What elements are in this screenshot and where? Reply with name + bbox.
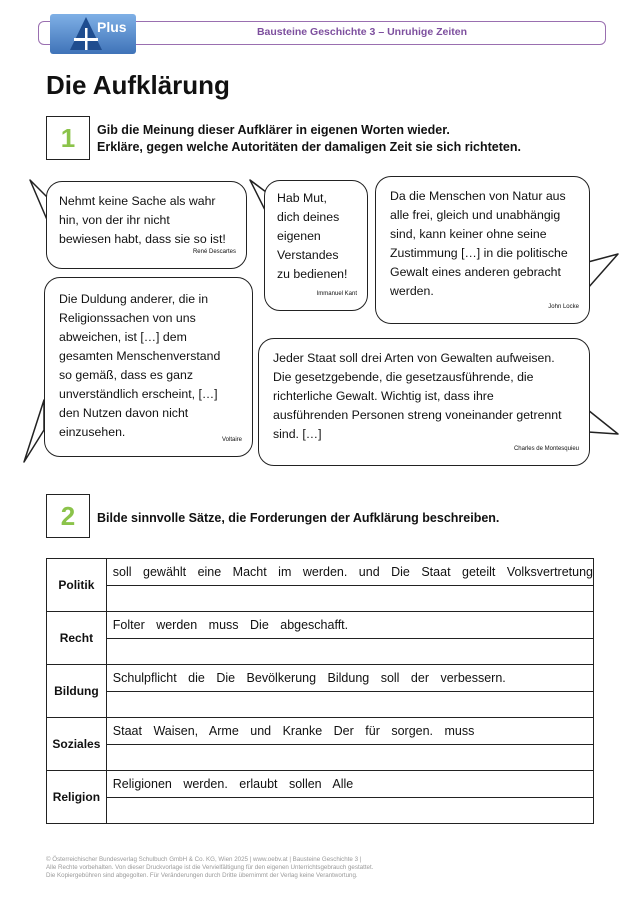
quote-author: John Locke [548,304,579,310]
quote-bubble-locke [375,176,590,324]
quote-bubble-descartes [46,181,247,269]
table-row [47,665,594,692]
quote-bubble-montesquieu [258,338,590,466]
table-row [47,771,594,798]
task-1-line-2: Erkläre, gegen welche Autoritäten der damaligen Zeit sie sich richteten. [97,140,521,154]
quote-text: Hab Mut, dich deines eigenen Verstandes zu bedienen! [277,191,348,281]
task-2-instruction: Bilde sinnvolle Sätze, die Forderungen der Aufklärung beschreiben. [97,511,500,525]
quote-text: Nehmt keine Sache als wahr hin, von der ihr nicht bewiesen habt, dass sie so ist! [59,194,226,246]
quote-text: Jeder Staat soll drei Arten von Gewalten aufweisen. Die gesetzgebende, die gesetzausführende, die richterliche Gewalt. Wichtig ist, dass ihre ausführenden Personen streng voneinander getrennt sind. […] [273,351,562,441]
word-list [106,612,593,639]
word-list [106,665,593,692]
answer-line[interactable] [106,692,593,718]
quote-author: Immanuel Kant [316,291,357,297]
quote-author: Voltaire [221,437,242,443]
quote-author: Charles de Montesquieu [513,446,579,452]
table-row [47,559,594,586]
answer-line[interactable] [106,586,593,612]
word-list [106,718,593,745]
quote-text: Die Duldung anderer, die in Religionssachen von uns abweichen, ist […] dem gesamten Menschenverstand so gemäß, dass es ganz unverständlich erscheint, […] den Nutzen davon nicht einzusehen. [59,292,221,439]
word-list-text: Folter werden muss Die abgeschafft. [112,618,349,632]
quote-bubble-kant [264,180,368,311]
word-list-text: Staat Waisen, Arme und Kranke Der für sorgen. muss [112,724,475,738]
sentence-exercise-table [46,558,594,824]
footer-line: Die Kopiergebühren sind abgegolten. Für Veränderungen durch Dritte übernimmt der Verlag keine Verantwortung. [46,872,358,879]
answer-line[interactable] [106,745,593,771]
task-1-line-1: Gib die Meinung dieser Aufklärer in eigenen Worten wieder. [97,123,450,137]
word-list [106,771,593,798]
word-list-text: Schulpflicht die Die Bevölkerung Bildung soll der verbessern. [112,671,506,685]
word-list-text: Religionen werden. erlaubt sollen Alle [112,777,354,791]
task-number-1: 1 [46,116,90,160]
answer-line[interactable] [106,798,593,824]
quote-author: René Descartes [192,249,236,255]
category-label: Politik [47,559,107,612]
task-number-2: 2 [46,494,90,538]
page-title: Die Aufklärung [46,70,230,100]
logo-text: Plus [97,19,127,35]
table-row [47,612,594,639]
quote-text: Da die Menschen von Natur aus alle frei, gleich und unabhängig sind, kann keiner ohne seine Zustimmung […] in die politische Gewalt eines anderen gebracht werden. [390,189,568,298]
copyright-footer [46,856,373,880]
word-list-text: soll gewählt eine Macht im werden. und Die Staat geteilt Volksvertretung [112,565,593,579]
series-title: Bausteine Geschichte 3 – Unruhige Zeiten [256,26,467,38]
table-row [47,718,594,745]
answer-line[interactable] [106,639,593,665]
footer-line: Alle Rechte vorbehalten. Von dieser Druckvorlage ist die Vervielfältigung für den eigenen Unterrichtsgebrauch gestattet. [46,864,374,871]
category-label: Bildung [47,665,107,718]
footer-line: © Österreichischer Bundesverlag Schulbuch GmbH & Co. KG, Wien 2025 | www.oebv.at | Bausteine Geschichte 3 | [46,856,362,863]
category-label: Recht [47,612,107,665]
category-label: Soziales [47,718,107,771]
word-list [106,559,593,586]
quote-bubble-voltaire [44,277,253,457]
category-label: Religion [47,771,107,824]
